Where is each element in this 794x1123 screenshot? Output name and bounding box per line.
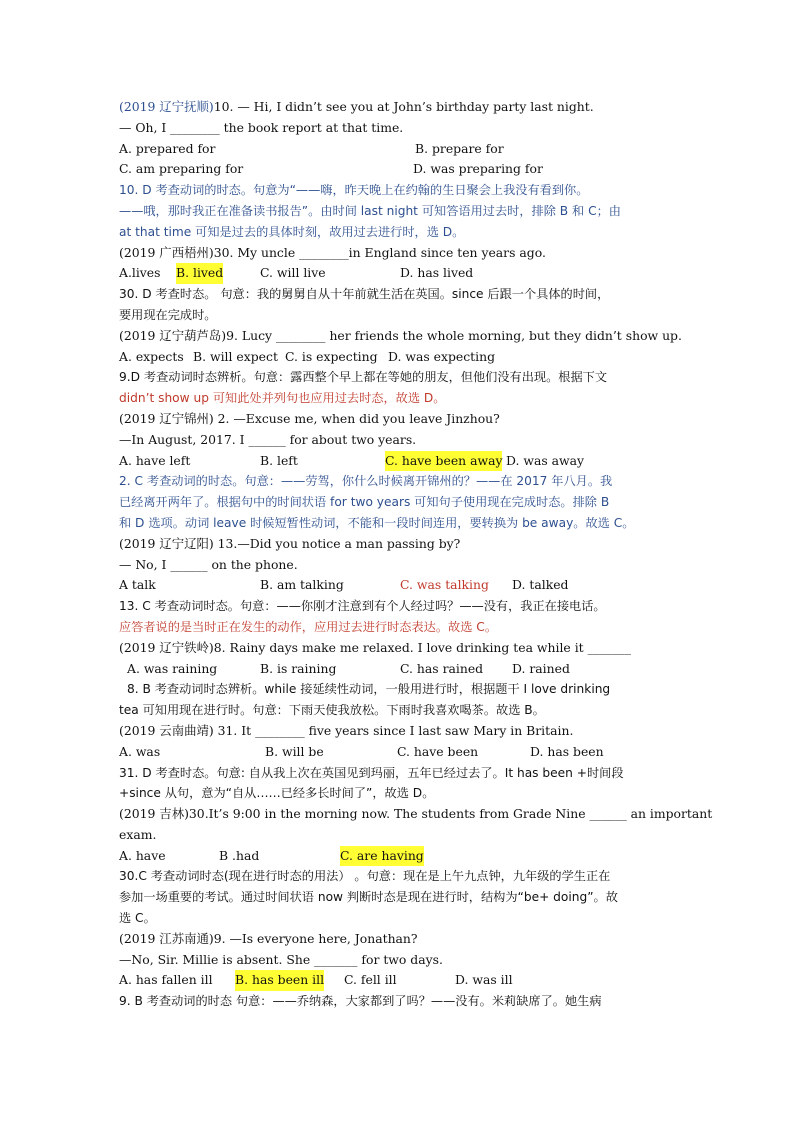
question-stem: 9. —Is everyone here, Jonathan? (213, 930, 418, 946)
question-source: (2019 辽宁锦州) (119, 410, 214, 426)
option-c-answer: C. are having (340, 846, 424, 867)
question-stem: 10. — Hi, I didn’t see you at John’s birthday party last night. (213, 99, 594, 114)
option-c: C. has rained (400, 660, 484, 676)
explanation-line: 已经离开两年了。根据句中的时间状语 for two years 可知句子使用现在完成时态。排除 B (119, 495, 610, 510)
question-source-line (119, 534, 679, 555)
option-a: A. expects (119, 348, 184, 364)
option-a: A. was (119, 743, 161, 759)
option-d: D. talked (512, 577, 569, 593)
explanation-line: didn’t show up 可知此处并列句也应用过去时态，故选 D。 (119, 391, 446, 406)
option-b: B. left (260, 452, 298, 468)
explanation-line: ——哦，那时我正在准备读书报告”。由时间 last night 可知答语用过去时，排除 B 和 C；由 (119, 203, 621, 218)
options-line (119, 970, 679, 991)
option-b: B .had (219, 847, 260, 863)
question-source-line (119, 243, 679, 264)
option-d: D. has lived (400, 265, 474, 281)
explanation-line: 31. D 考查时态。句意: 自从我上次在英国见到玛丽，五年已经过去了。It has been +时间段 (119, 765, 624, 780)
option-c-answer: C. have been away (385, 451, 502, 472)
question-source: (2019 广西梧州) (119, 244, 214, 260)
question-stem: 9. Lucy ________ her friends the whole morning, but they didn’t show up. (226, 327, 682, 343)
option-b: B. am talking (260, 577, 344, 593)
question-stem-line: — No, I ______ on the phone. (119, 556, 298, 572)
question-source: (2019 云南曲靖) (119, 722, 214, 738)
explanation-line: 30. D 考查时态。 句意：我的舅舅自从十年前就生活在英国。since 后跟一个具体的时间， (119, 287, 610, 302)
option-b: B. will expect (193, 348, 278, 364)
question-source-line (119, 409, 679, 430)
question-stem-line: — Oh, I ________ the book report at that time. (119, 119, 404, 135)
option-c: C. fell ill (344, 972, 397, 988)
option-a: A. have left (119, 452, 191, 468)
option-b: B. is raining (260, 660, 337, 676)
question-stem: 2. —Excuse me, when did you leave Jinzhou? (213, 410, 500, 426)
explanation-line: at that time 可知是过去的具体时刻，故用过去进行时，选 D。 (119, 224, 465, 239)
explanation-line: 选 C。 (119, 911, 156, 926)
option-d: D. was expecting (388, 348, 496, 364)
question-source-line (119, 804, 713, 825)
question-stem: 8. Rainy days make me relaxed. I love drinking tea while it _______ (213, 639, 631, 655)
explanation-line: 9. B 考查动词的时态 句意：——乔纳森，大家都到了吗？——没有。米莉缺席了。她生病 (119, 994, 602, 1009)
option-c: C. have been (397, 743, 479, 759)
question-source: (2019 吉林) (119, 806, 189, 822)
option-a: A. has fallen ill (119, 972, 213, 988)
question-stem-line: exam. (119, 826, 157, 842)
question-stem-line: —No, Sir. Millie is absent. She _______ for two days. (119, 951, 443, 967)
question-source-line (119, 721, 679, 742)
options-line (119, 347, 679, 368)
explanation-line: 13. C 考查动词时态。句意：——你刚才注意到有个人经过吗？——没有，我正在接电话。 (119, 599, 606, 614)
question-source: (2019 辽宁铁岭) (119, 639, 214, 655)
option-d: D. rained (512, 660, 570, 676)
explanation-line: 要用现在完成时。 (119, 307, 217, 322)
explanation-line: 30.C 考查动词时态(现在进行时态的用法） 。句意：现在是上午九点钟，九年级的学生正在 (119, 869, 611, 884)
option-a: A. prepared for (119, 140, 216, 156)
options-line (119, 659, 679, 680)
question-stem-line: —In August, 2017. I ______ for about two years. (119, 431, 417, 447)
question-source-line (119, 929, 679, 950)
explanation-line: 参加一场重要的考试。通过时间状语 now 判断时态是现在进行时，结构为“be+ doing”。故 (119, 890, 618, 905)
question-source: (2019 辽宁抚顺) (119, 99, 214, 114)
option-b: B. will be (265, 743, 324, 759)
option-a: A. have (119, 847, 166, 863)
explanation-line: 8. B 考查动词时态辨析。while 接延续性动词，一般用进行时，根据题干 I love drinking (127, 682, 611, 697)
option-b: B. prepare for (415, 140, 504, 156)
option-c: C. is expecting (285, 348, 378, 364)
options-line (119, 139, 679, 160)
options-line (119, 742, 679, 763)
question-source: (2019 辽宁辽阳) (119, 535, 214, 551)
options-line (119, 263, 679, 284)
option-d: D. was ill (455, 972, 513, 988)
explanation-line: 应答者说的是当时正在发生的动作，应用过去进行时态表达。故选 C。 (119, 619, 498, 634)
question-stem: 30. My uncle ________in England since ten years ago. (213, 244, 546, 260)
options-line (119, 159, 679, 180)
explanation-line: tea 可知用现在进行时。句意：下雨天使我放松。下雨时我喜欢喝茶。故选 B。 (119, 703, 545, 718)
question-source-line (119, 326, 682, 347)
option-a: A.lives (119, 265, 161, 281)
option-d: D. was preparing for (413, 161, 543, 177)
option-c: C. will live (260, 265, 326, 281)
question-stem: 13.—Did you notice a man passing by? (213, 535, 461, 551)
option-d: D. has been (530, 743, 604, 759)
option-b-answer: B. lived (176, 263, 223, 284)
options-line (119, 575, 679, 596)
explanation-line: 2. C 考查动词的时态。句意：——劳驾，你什么时候离开锦州的？——在 2017 年八月。我 (119, 474, 613, 489)
explanation-line: 和 D 选项。动词 leave 时候短暂性动词，不能和一段时间连用，要转换为 be away。故选 C。 (119, 515, 635, 530)
question-stem: 30.It’s 9:00 in the morning now. The students from Grade Nine ______ an important (188, 806, 713, 822)
options-line (119, 846, 679, 867)
question-source: (2019 江苏南通) (119, 930, 214, 946)
option-a: A. was raining (127, 660, 218, 676)
question-source-line (119, 97, 679, 118)
question-stem: 31. It ________ five years since I last saw Mary in Britain. (213, 722, 574, 738)
document-page (119, 97, 713, 1012)
question-source: (2019 辽宁葫芦岛) (119, 327, 227, 343)
option-a: A talk (119, 577, 156, 593)
question-source-line (119, 638, 679, 659)
explanation-line: 9.D 考查动词时态辨析。句意：露西整个早上都在等她的朋友，但他们没有出现。根据下文 (119, 370, 608, 385)
options-line (119, 451, 679, 472)
option-c: C. am preparing for (119, 161, 244, 177)
option-d: D. was away (506, 452, 585, 468)
option-c-answer: C. was talking (400, 577, 489, 593)
explanation-line: +since 从句，意为“自从……已经多长时间了”，故选 D。 (119, 786, 435, 801)
explanation-line: 10. D 考查动词的时态。句意为“——嗨，昨天晚上在约翰的生日聚会上我没有看到你。 (119, 183, 589, 198)
option-b-answer: B. has been ill (235, 970, 324, 991)
